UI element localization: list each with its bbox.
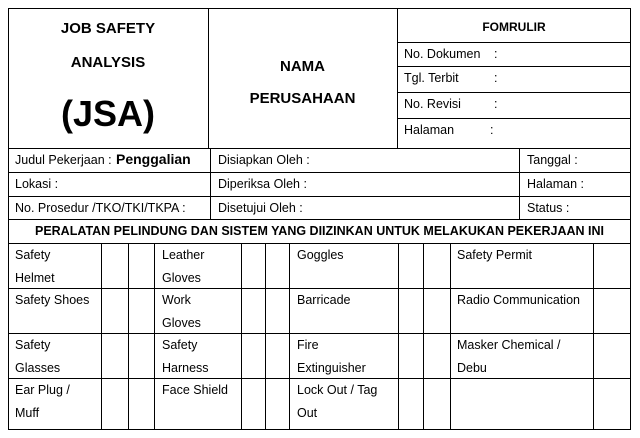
jsa-title-line1: JOB SAFETY — [60, 20, 156, 37]
company-name-line1: NAMA — [280, 58, 325, 75]
doc-number-label: No. Dokumen — [404, 47, 481, 61]
ppe-checkbox[interactable] — [424, 244, 450, 288]
form-title: FOMRULIR — [482, 20, 546, 34]
ppe-item-safety-harness: Safety Harness — [162, 338, 209, 375]
ppe-item-work-gloves: Work Gloves — [162, 293, 201, 330]
ppe-item-safety-shoes: Safety Shoes — [15, 293, 90, 307]
ppe-item-safety-permit: Safety Permit — [457, 248, 533, 262]
issue-date-sep: : — [494, 71, 498, 85]
ppe-checkbox[interactable] — [594, 244, 630, 288]
ppe-item-safety-helmet: Safety Helmet — [15, 248, 55, 285]
revision-label: No. Revisi — [404, 97, 461, 111]
ppe-checkbox[interactable] — [102, 244, 128, 288]
checked-by-label: Diperiksa Oleh : — [218, 177, 307, 191]
ppe-item-face-shield: Face Shield — [162, 383, 229, 397]
job-title-label: Judul Pekerjaan : — [15, 153, 112, 167]
info-divider-right — [519, 148, 520, 219]
ppe-item-goggles: Goggles — [297, 248, 344, 262]
revision-sep: : — [494, 97, 498, 111]
ppe-col-line — [450, 243, 451, 430]
ppe-item-safety-glasses: Safety Glasses — [15, 338, 61, 375]
doc-number-sep: : — [494, 47, 498, 61]
info-page-label: Halaman : — [527, 177, 584, 191]
jsa-title-line2: ANALYSIS — [70, 54, 146, 71]
ppe-item-leather-gloves: Leather Gloves — [162, 248, 205, 285]
job-title-value: Penggalian — [116, 151, 191, 167]
company-name-line2: PERUSAHAAN — [249, 90, 356, 107]
header-divider-left — [208, 8, 209, 148]
ppe-checkbox[interactable] — [266, 244, 289, 288]
page-label: Halaman — [404, 123, 455, 137]
location-label: Lokasi : — [15, 177, 59, 191]
ppe-checkbox[interactable] — [399, 244, 423, 288]
approved-by-label: Disetujui Oleh : — [218, 201, 303, 215]
ppe-col-line — [289, 243, 290, 430]
ppe-item-lock-out: Lock Out / Tag Out — [297, 383, 378, 420]
issue-date-label: Tgl. Terbit — [404, 71, 459, 85]
status-label: Status : — [527, 201, 570, 215]
procedure-number-label: No. Prosedur /TKO/TKI/TKPA : — [15, 201, 186, 215]
ppe-item-radio-communication: Radio Communication — [457, 293, 580, 307]
ppe-item-fire-extinguisher: Fire Extinguisher — [297, 338, 366, 375]
ppe-item-barricade: Barricade — [297, 293, 351, 307]
jsa-abbrev: (JSA) — [60, 93, 155, 134]
ppe-item-masker-chemical: Masker Chemical / Debu — [457, 338, 561, 375]
ppe-checkbox[interactable] — [242, 244, 265, 288]
page-sep: : — [490, 123, 494, 137]
ppe-checkbox[interactable] — [129, 244, 154, 288]
info-divider-left — [210, 148, 211, 219]
ppe-item-ear-plug: Ear Plug / Muff — [15, 383, 70, 420]
ppe-col-line — [154, 243, 155, 430]
date-label: Tanggal : — [527, 153, 578, 167]
ppe-heading: PERALATAN PELINDUNG DAN SISTEM YANG DIIZINKAN UNTUK MELAKUKAN PEKERJAAN INI — [34, 224, 604, 238]
prepared-by-label: Disiapkan Oleh : — [218, 153, 310, 167]
